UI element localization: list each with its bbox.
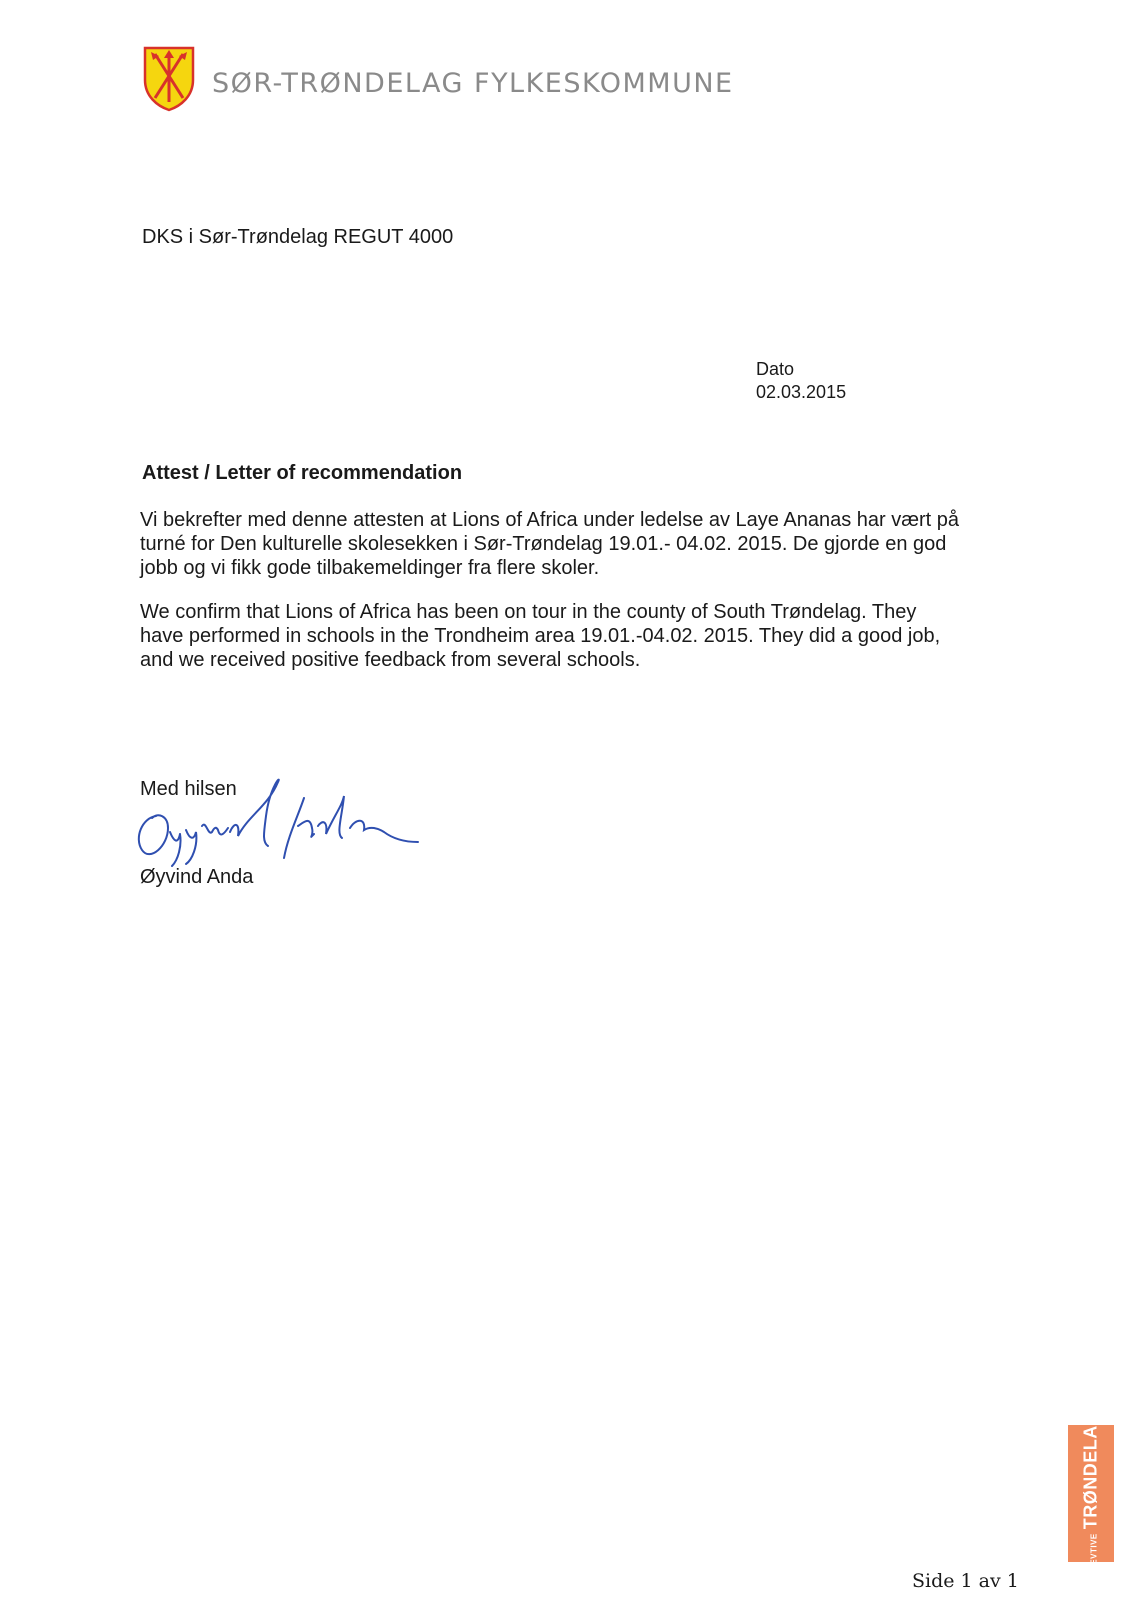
badge-big-text: TRØNDELAG <box>1080 1410 1101 1529</box>
paragraph-line: turné for Den kulturelle skolesekken i Sør-Trøndelag 19.01.- 04.02. 2015. De gjorde en god <box>140 533 947 555</box>
date-label: Dato <box>756 359 795 379</box>
date-block <box>756 358 846 404</box>
paragraph-line: Vi bekrefter med denne attesten at Lions of Africa under ledelse av Laye Ananas har vært på <box>140 509 960 531</box>
letter-subject: Attest / Letter of recommendation <box>142 462 463 484</box>
paragraph-line: and we received positive feedback from several schools. <box>140 649 641 671</box>
coat-of-arms-icon <box>143 46 195 112</box>
badge-small-text: KREVTIVE <box>1089 1532 1099 1577</box>
paragraph-norwegian <box>140 508 1020 580</box>
paragraph-line: have performed in schools in the Trondheim area 19.01.-04.02. 2015. They did a good job, <box>140 625 941 647</box>
page-number: Side 1 av 1 <box>912 1570 1019 1592</box>
closing-greeting: Med hilsen <box>140 778 237 800</box>
kreative-trondelag-logo <box>1068 1410 1114 1577</box>
signer-name: Øyvind Anda <box>140 866 254 888</box>
paragraph-line: We confirm that Lions of Africa has been on tour in the county of South Trøndelag. They <box>140 601 917 623</box>
date-value: 02.03.2015 <box>756 382 847 402</box>
recipient-line: DKS i Sør-Trøndelag REGUT 4000 <box>142 226 454 248</box>
handwritten-signature <box>128 776 428 876</box>
paragraph-english <box>140 600 1020 672</box>
organization-name: SØR-TRØNDELAG FYLKESKOMMUNE <box>212 68 734 99</box>
paragraph-line: jobb og vi fikk gode tilbakemeldinger fra flere skoler. <box>140 557 600 579</box>
